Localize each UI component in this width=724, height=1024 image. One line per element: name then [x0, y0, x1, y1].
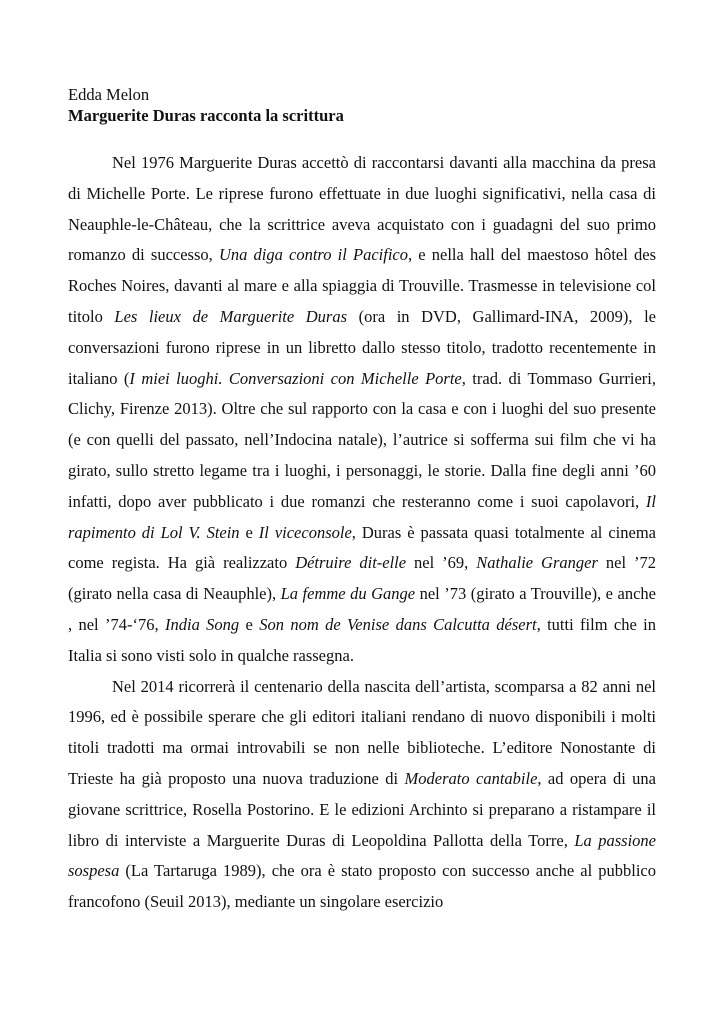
italic-title-text: I miei luoghi. Conversazioni con Michelle Porte: [129, 368, 462, 388]
body-text: (La Tartaruga 1989), che ora è stato proposto con successo anche al pubblico francofono (Seuil 2013), mediante un singolare esercizio: [68, 861, 656, 912]
body-text: nel ’73 (girato a Trouville), e anche , nel ’74-‘76,: [68, 584, 656, 634]
document-page: [68, 84, 656, 918]
italic-title-text: Les lieux de Marguerite Duras: [114, 306, 348, 326]
italic-title-text: La passione sospesa: [68, 830, 656, 881]
body-text: nel ’69,: [406, 553, 477, 573]
body-text: , e nella hall del maestoso hôtel des Roches Noires, davanti al mare e alla spiaggia di Trouville. Trasmesse in televisione col titolo: [68, 245, 656, 326]
italic-title-text: Moderato cantabile: [404, 768, 538, 788]
body-text: , tutti film che in Italia si sono visti solo in qualche rassegna.: [68, 614, 656, 665]
body-text: e: [239, 614, 260, 634]
italic-title-text: Détruire dit-elle: [295, 553, 407, 573]
italic-title-text: India Song: [164, 614, 240, 634]
body-text: e: [239, 522, 259, 542]
body-text: , ad opera di una giovane scrittrice, Rosella Postorino. E le edizioni Archinto si preparano a ristampare il libro di interviste a Marguerite Duras di Leopoldina Pallotta della Torre,: [68, 768, 657, 850]
paragraph-2: [68, 672, 656, 918]
italic-title-text: La femme du Gange: [280, 584, 416, 604]
italic-title-text: Il viceconsole: [258, 522, 352, 542]
body-text: nel ’72 (girato nella casa di Neauphle),: [68, 553, 656, 604]
body-text: (ora in DVD, Gallimard-INA, 2009), le conversazioni furono riprese in un libretto dallo stesso titolo, tradotto recentemente in italiano (: [68, 306, 657, 388]
body-text: Nel 2014 ricorrerà il centenario della nascita dell’artista, scomparsa a 82 anni nel 1996, ed è possibile sperare che gli editori italiani rendano di nuovo disponibili i molti titoli tradotti ma ormai introvabili se non nelle biblioteche. L’editore Nonostante di Trieste ha già proposto una nuova traduzione di: [68, 676, 656, 788]
article-title: Marguerite Duras racconta la scrittura: [68, 106, 344, 125]
author-name: Edda Melon: [68, 85, 150, 104]
paragraph-1: [68, 148, 656, 672]
body-text: , trad. di Tommaso Gurrieri, Clichy, Firenze 2013). Oltre che sul rapporto con la casa e con i luoghi del suo presente (e con quelli del passato, nell’Indocina natale), l’autrice si sofferma sui film che vi ha girato, sullo stretto legame tra i luoghi, i personaggi, le storie. Dalla fine degli anni ’60 infatti, dopo aver pubblicato i due romanzi che resteranno come i suoi capolavori,: [68, 368, 657, 511]
italic-title-text: Son nom de Venise dans Calcutta désert: [259, 614, 537, 634]
article-body: [68, 148, 656, 918]
body-text: , Duras è passata quasi totalmente al cinema come regista. Ha già realizzato: [68, 522, 656, 573]
italic-title-text: Nathalie Granger: [476, 553, 598, 573]
body-text: Nel 1976 Marguerite Duras accettò di raccontarsi davanti alla macchina da presa di Michelle Porte. Le riprese furono effettuate in due luoghi significativi, nella casa di Neauphle-le-Château, che la scrittrice aveva acquistato con i guadagni del suo primo romanzo di successo,: [68, 153, 656, 265]
italic-title-text: Il rapimento di Lol V. Stein: [68, 491, 656, 542]
italic-title-text: Una diga contro il Pacifico: [218, 245, 408, 265]
